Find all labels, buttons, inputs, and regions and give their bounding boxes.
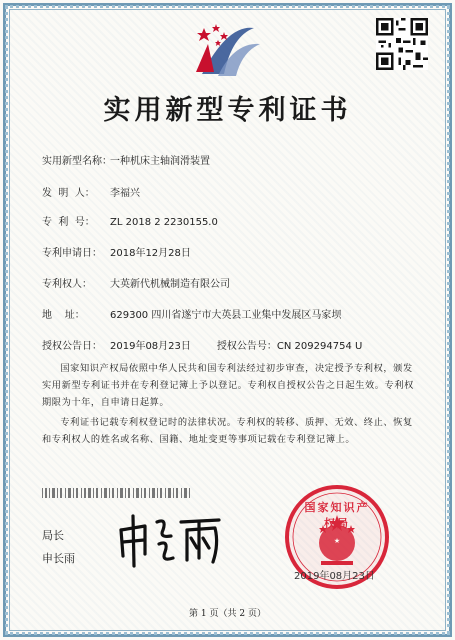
field-label: 发 明 人： bbox=[42, 188, 95, 199]
seal-text: 国家知识产权局 bbox=[304, 501, 370, 530]
field-label: 授权公告日： bbox=[42, 341, 102, 352]
certificate-title: 实用新型专利证书 bbox=[103, 95, 352, 126]
field-label: 专 利 号： bbox=[42, 217, 95, 228]
field-address bbox=[42, 306, 341, 321]
field-value: 一种机床主轴润滑装置 bbox=[110, 156, 210, 167]
field-label: 地 址： bbox=[42, 310, 85, 321]
qr-code-icon bbox=[376, 18, 428, 70]
field-value: 629300 四川省遂宁市大英县工业集中发展区马家坝 bbox=[110, 310, 342, 321]
field-patent-number bbox=[42, 213, 218, 228]
field-inventor bbox=[42, 184, 140, 199]
field-label: 实用新型名称： bbox=[42, 156, 112, 167]
field-value: ZL 2018 2 2230155.0 bbox=[110, 217, 218, 228]
svg-text:★: ★ bbox=[333, 537, 341, 545]
certificate-paragraph-1: 国家知识产权局依照中华人民共和国专利法经过初步审查，决定授予专利权，颁发实用新型专利证书并在专利登记簿上予以登记。专利权自授权公告之日起生效。专利权期限为十年，自申请日起算。 bbox=[42, 363, 414, 408]
cnipa-logo-icon bbox=[188, 14, 268, 84]
field-application-date bbox=[42, 244, 191, 259]
field-grant-dates bbox=[42, 337, 414, 352]
field-label: 专利权人： bbox=[42, 279, 92, 290]
field-value: 李福兴 bbox=[110, 188, 140, 199]
field-value: 2018年12月28日 bbox=[110, 248, 191, 259]
page-footer: 第 1 页（共 2 页） bbox=[189, 609, 266, 619]
field-value: 大英新代机械制造有限公司 bbox=[110, 279, 230, 290]
certificate-paragraph-2: 专利证书记载专利权登记时的法律状况。专利权的转移、质押、无效、终止、恢复和专利权人的姓名或名称、国籍、地址变更等事项记载在专利登记簿上。 bbox=[42, 417, 413, 445]
field-utility-model-name bbox=[42, 152, 210, 167]
field-value: 2019年08月23日 bbox=[110, 341, 191, 352]
field-label: 授权公告号： bbox=[216, 341, 277, 352]
barcode-icon bbox=[42, 488, 192, 498]
field-label: 专利申请日： bbox=[42, 248, 102, 259]
seal-date: 2019年08月23日 bbox=[294, 571, 375, 582]
field-patentee bbox=[42, 275, 230, 290]
signer-title: 局长 bbox=[42, 529, 64, 542]
handwritten-signature bbox=[115, 508, 225, 570]
field-value: CN 209294754 U bbox=[276, 341, 363, 352]
signer-name: 申长雨 bbox=[42, 552, 75, 565]
